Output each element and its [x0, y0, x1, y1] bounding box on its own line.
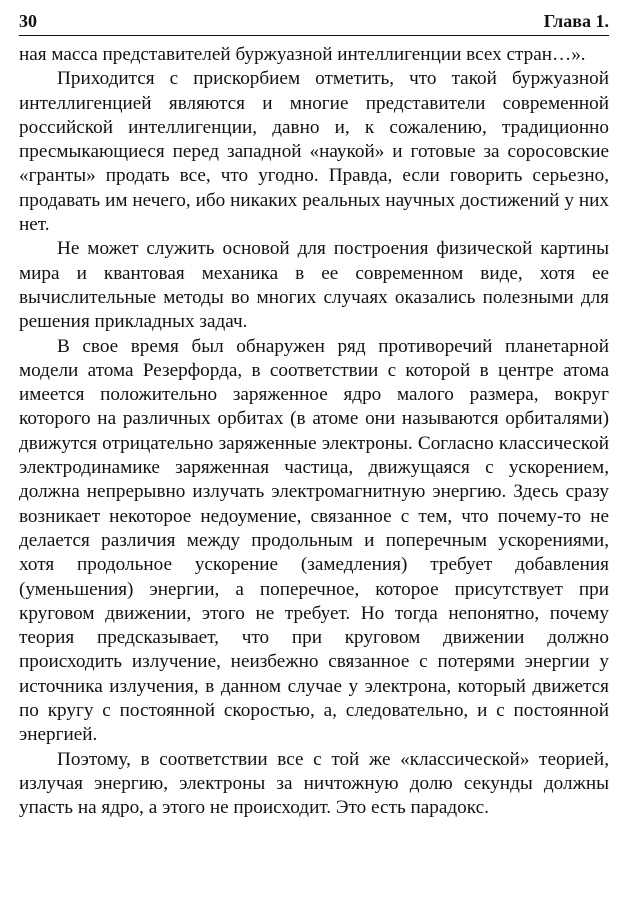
page-number: 30 — [19, 11, 37, 31]
chapter-title: Глава 1. — [543, 11, 609, 31]
paragraph: Поэтому, в соответствии все с той же «классической» теорией, излучая энергию, электроны за ничтожную долю секунды должны упасть на ядро, а этого не происходит. Это есть парадокс. — [19, 748, 609, 819]
paragraph: Приходится с прискорбием отметить, что такой буржуазной интеллигенцией являются и многие представители современной российской интеллигенции, давно и, к сожалению, традиционно пресмыкающиеся перед западной «наукой» и готовые за соросовские «гранты» продать все, что угодно. Правда, если говорить серьезно, продавать им нечего, ибо никаких реальных научных достижений у них нет. — [19, 68, 609, 236]
paragraph: Не может служить основой для построения физической картины мира и квантовая механика в ее современном виде, хотя ее вычислительные методы во многих случаях оказались полезными для решения прикладных задач. — [19, 238, 609, 333]
running-header — [19, 10, 609, 36]
paragraph-continuation: ная масса представителей буржуазной интеллигенции всех стран…». — [19, 44, 586, 65]
book-page — [19, 10, 609, 821]
paragraph: В свое время был обнаружен ряд противоречий планетарной модели атома Резерфорда, в соответствии с которой в центре атома имеется положительно заряженное ядро малого размера, вокруг которого на различных орбитах (в атоме они называются орбиталями) движутся отрицательно заряженные электроны. Согласно классической электродинамике заряженная частица, движущаяся с ускорением, должна непрерывно излучать электромагнитную энергию. Здесь сразу возникает некоторое недоумение, связанное с тем, что почему-то не делается различия между продольным и поперечным ускорениями, хотя продольное ускорение (замедления) требует добавления (уменьшения) энергии, а поперечное, которое присутствует при круговом движении, этого не требует. Но тогда непонятно, почему теория предсказывает, что при круговом движении должно происходить излучение, неизбежно связанное с потерями энергии у источника излучения, в данном случае у электрона, который движется по кругу с постоянной скоростью, а, следовательно, и с постоянной энергией. — [19, 335, 609, 746]
body-text — [19, 43, 609, 821]
